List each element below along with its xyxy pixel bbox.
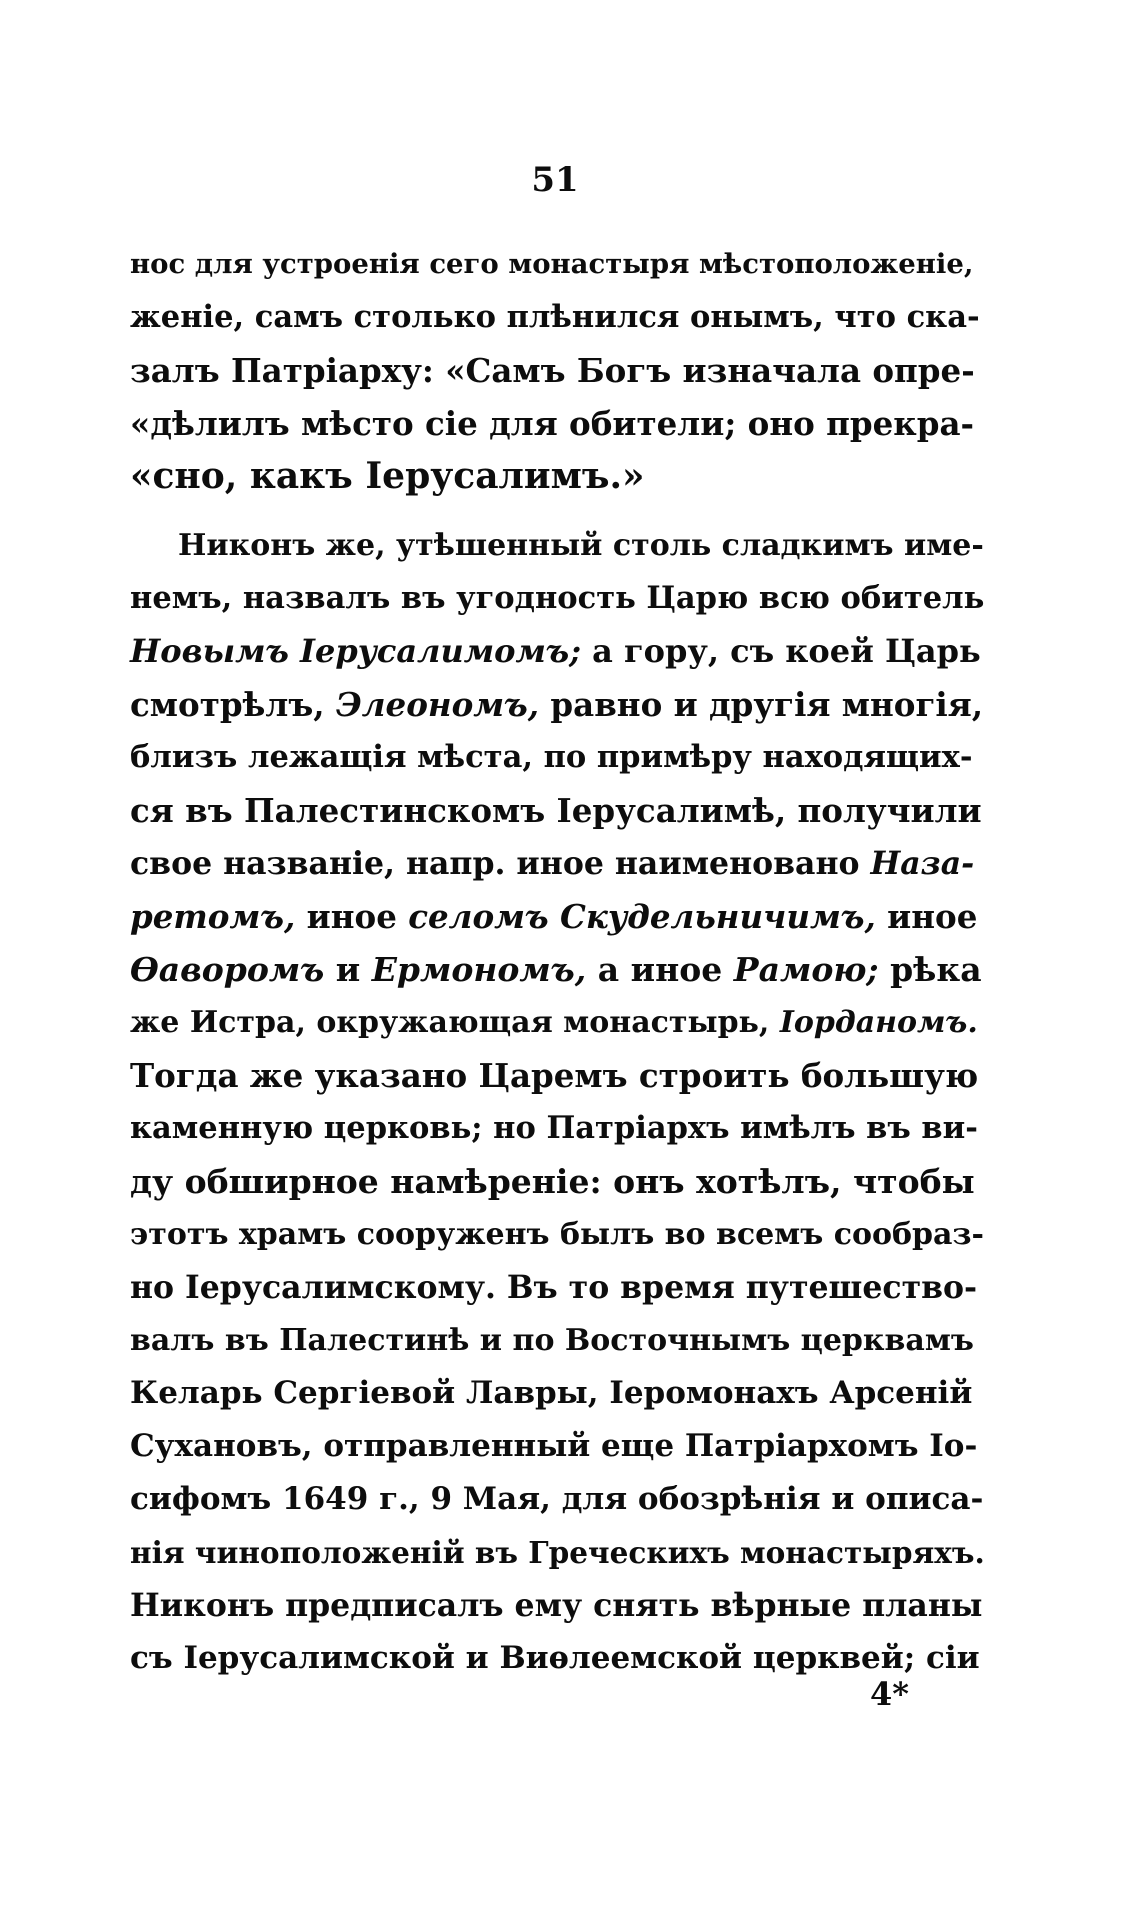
- text-line: [130, 1632, 985, 1685]
- text-run: Сухановъ, отправленный еще Патріархомъ Іо-: [130, 1428, 978, 1464]
- text-run: и: [324, 950, 372, 989]
- text-line: [130, 1049, 985, 1102]
- text-run: «сно, какъ Іерусалимъ.»: [130, 455, 645, 497]
- text-run: «дѣлилъ мѣсто сіе для обители; оно прекра-: [130, 404, 975, 443]
- text-run: нос для устроенія сего монастыря мѣстоположеніе,: [130, 248, 974, 280]
- text-run: ся въ Палестинскомъ Іерусалимѣ, получили: [130, 791, 982, 830]
- text-line: [130, 890, 985, 943]
- page-number: 51: [531, 160, 579, 200]
- text-run: смотрѣлъ,: [130, 685, 336, 724]
- italic-place-name: Рамою;: [733, 950, 879, 989]
- text-run: нія чиноположеній въ Греческихъ монастыряхъ.: [130, 1535, 985, 1570]
- text-run: залъ Патріарху: «Самъ Богъ изначала опре-: [130, 351, 975, 390]
- italic-place-name: ретомъ,: [130, 897, 296, 936]
- italic-place-name: селомъ Скудельничимъ,: [408, 897, 876, 936]
- text-run: близъ лежащія мѣста, по примѣру находящих-: [130, 739, 973, 775]
- italic-place-name: Элеономъ,: [335, 685, 540, 724]
- text-line: [130, 943, 985, 996]
- text-line: [130, 1208, 985, 1261]
- text-run: ду обширное намѣреніе: онъ хотѣлъ, чтобы: [130, 1162, 975, 1201]
- text-line: [130, 238, 985, 291]
- paragraph-start-line: [130, 519, 985, 572]
- text-run: Никонъ же, утѣшенный столь сладкимъ име-: [178, 528, 984, 563]
- body-text: [130, 238, 985, 1685]
- text-run: иное: [295, 897, 409, 936]
- text-run: женіе, самъ столько плѣнился онымъ, что ска-: [130, 299, 980, 335]
- text-line: [130, 450, 985, 503]
- italic-place-name: Ѳаворомъ: [130, 950, 325, 989]
- text-line: [130, 572, 985, 625]
- text-run: Келарь Сергіевой Лавры, Іеромонахъ Арсеній: [130, 1375, 973, 1411]
- text-run: съ Іерусалимской и Виѳлеемской церквей; сіи: [130, 1640, 980, 1676]
- text-line: [130, 731, 985, 784]
- text-run: а иное: [586, 950, 734, 989]
- text-run: же Истра, окружающая монастырь,: [130, 1005, 780, 1040]
- text-line: [130, 344, 985, 397]
- italic-place-name: Іорданомъ.: [779, 1005, 978, 1040]
- text-line: [130, 837, 985, 890]
- text-line: [130, 1579, 985, 1632]
- text-run: каменную церковь; но Патріархъ имѣлъ въ ви-: [130, 1110, 978, 1146]
- text-line: [130, 1526, 985, 1579]
- text-line: [130, 1155, 985, 1208]
- text-run: этотъ храмъ сооруженъ былъ во всемъ сообраз-: [130, 1217, 985, 1252]
- text-line: [130, 1314, 985, 1367]
- text-run: немъ, назвалъ въ угодность Царю всю обитель: [130, 580, 985, 616]
- text-run: рѣка: [878, 950, 982, 989]
- signature-mark: 4*: [870, 1675, 909, 1713]
- text-line: [130, 678, 985, 731]
- text-line: [130, 1473, 985, 1526]
- text-run: но Іерусалимскому. Въ то время путешество-: [130, 1269, 978, 1306]
- text-line: [130, 1367, 985, 1420]
- italic-place-name: Наза-: [870, 845, 975, 882]
- text-line: [130, 784, 985, 837]
- text-line: [130, 291, 985, 344]
- text-run: Тогда же указано Царемъ строить большую: [130, 1056, 979, 1095]
- text-run: свое названіе, напр. иное наименовано: [130, 845, 871, 882]
- text-line: [130, 1102, 985, 1155]
- text-line: [130, 625, 985, 678]
- text-line: [130, 1420, 985, 1473]
- text-run: иное: [875, 897, 978, 936]
- text-run: валъ въ Палестинѣ и по Восточнымъ церквамъ: [130, 1323, 974, 1358]
- text-run: Никонъ предписалъ ему снять вѣрные планы: [130, 1587, 983, 1624]
- italic-place-name: Новымъ Іерусалимомъ;: [130, 632, 581, 670]
- text-line: [130, 996, 985, 1049]
- text-line: [130, 1261, 985, 1314]
- text-line: [130, 397, 985, 450]
- text-run: а гору, съ коей Царь: [581, 632, 981, 670]
- text-run: сифомъ 1649 г., 9 Мая, для обозрѣнія и описа-: [130, 1481, 984, 1517]
- italic-place-name: Ермономъ,: [371, 950, 587, 989]
- text-run: равно и другія многія,: [539, 685, 984, 724]
